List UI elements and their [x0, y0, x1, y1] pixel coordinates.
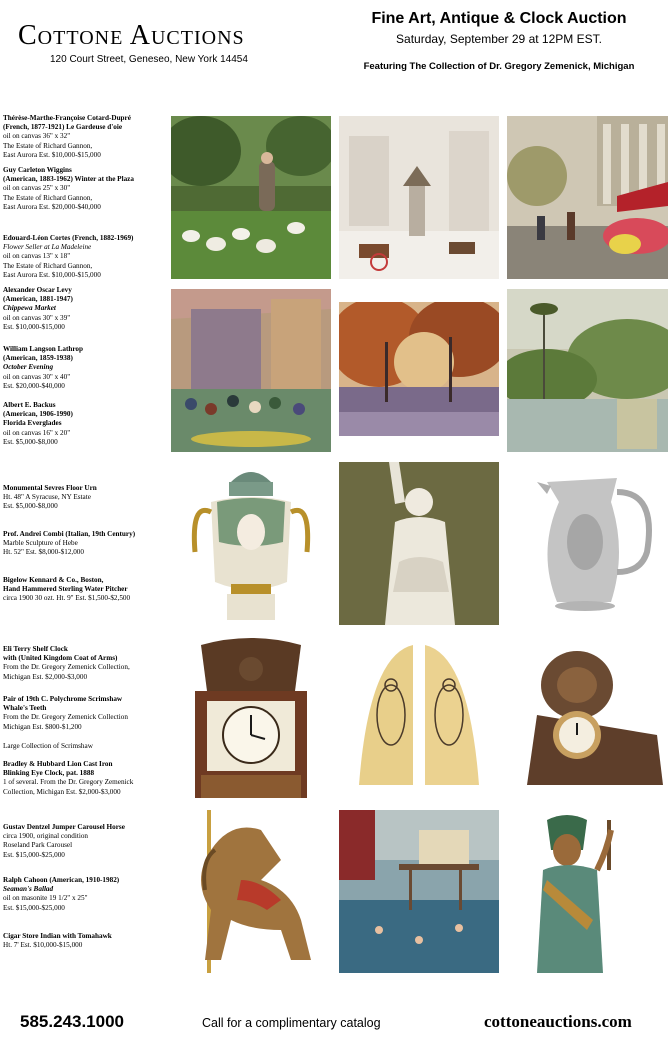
lot-description	[3, 114, 168, 160]
silver-pitcher-photo	[507, 462, 668, 625]
lot-line: Hand Hammered Sterling Water Pitcher	[3, 585, 128, 594]
lot-description	[3, 401, 168, 447]
lot-title: Thérèse-Marthe-Françoise Cotard-Dupré	[3, 114, 131, 122]
lot-line: From the Dr. Gregory Zemenick Collection,	[3, 663, 130, 672]
lot-line: oil on canvas 16" x 20"	[3, 428, 71, 437]
lot-line: oil on masonite 19 1/2" x 25"	[3, 894, 88, 903]
lot-line: East Aurora Est. $10,000-$15,000	[3, 150, 101, 159]
lot-line: East Aurora Est. $20,000-$40,000	[3, 202, 101, 211]
lot-description	[3, 645, 168, 682]
lot-description	[3, 760, 168, 797]
shelf-clock-photo	[171, 635, 331, 798]
lot-line: Whale's Teeth	[3, 704, 47, 713]
lot-title: Bigelow Kennard & Co., Boston,	[3, 576, 104, 584]
brand-name: Cottone Auctions	[18, 20, 245, 51]
lot-title: Bradley & Hubbard Lion Cast Iron	[3, 760, 113, 768]
lot-line: oil on canvas 25" x 30"	[3, 184, 71, 193]
lot-line: The Estate of Richard Gannon,	[3, 141, 93, 150]
chippewa-market-painting	[171, 289, 331, 452]
lot-line: oil on canvas 13" x 18"	[3, 252, 71, 261]
lot-line: Michigan Est. $2,000-$3,000	[3, 672, 88, 681]
lot-title: Cigar Store Indian with Tomahawk	[3, 932, 112, 940]
goose-girl-painting	[171, 116, 331, 279]
seamans-ballad-painting	[339, 810, 499, 973]
hebe-sculpture-photo	[339, 462, 499, 625]
lot-line: Est. $20,000-$40,000	[3, 381, 65, 390]
lot-line: East Aurora Est. $10,000-$15,000	[3, 270, 101, 279]
lot-line: Ht. 48" A Syracuse, NY Estate	[3, 493, 91, 502]
lot-line: Est. $15,000-$25,000	[3, 850, 65, 859]
lot-title: Pair of 19th C. Polychrome Scrimshaw	[3, 695, 123, 703]
lot-description	[3, 876, 168, 913]
lot-line: The Estate of Richard Gannon,	[3, 261, 93, 270]
lot-title: Monumental Sevres Floor Urn	[3, 484, 97, 492]
lot-line: Roseland Park Carousel	[3, 841, 73, 850]
lot-line: Michigan Est. $800-$1,200	[3, 722, 82, 731]
lot-line: From the Dr. Gregory Zemenick Collection	[3, 713, 128, 722]
auction-title: Fine Art, Antique & Clock Auction	[371, 10, 627, 27]
lot-title: William Langson Lathrop	[3, 345, 84, 353]
scrimshaw-teeth-photo	[339, 635, 499, 798]
lot-line: oil on canvas 30" x 39"	[3, 313, 71, 322]
auction-feature: Featuring The Collection of Dr. Gregory Zemenick, Michigan	[363, 61, 635, 72]
lot-line: Florida Everglades	[3, 419, 62, 428]
lot-description	[3, 932, 168, 950]
lot-line: Ht. 7' Est. $10,000-$15,000	[3, 941, 83, 950]
auction-date: Saturday, September 29 at 12PM EST.	[396, 32, 602, 46]
lot-title: Large Collection of Scrimshaw	[3, 742, 93, 750]
lot-line: oil on canvas 36" x 32"	[3, 132, 71, 141]
lot-line: with (United Kingdom Coat of Arms)	[3, 654, 118, 663]
lot-description	[3, 234, 168, 280]
lot-title: Alexander Oscar Levy	[3, 286, 72, 294]
auction-headline	[330, 10, 668, 72]
lot-title: Gustav Dentzel Jumper Carousel Horse	[3, 823, 125, 831]
lot-title: Albert E. Backus	[3, 401, 56, 409]
lot-line: Est. $5,000-$8,000	[3, 502, 58, 511]
sevres-urn-photo	[171, 462, 331, 625]
lot-line: (French, 1877-1921) Le Gardeuse d'oie	[3, 123, 123, 132]
cigar-store-indian-photo	[507, 810, 668, 973]
lot-title: Prof. Andrei Combi (Italian, 19th Century)	[3, 530, 136, 538]
brand-block	[18, 20, 293, 65]
lot-title: Guy Carleton Wiggins	[3, 166, 72, 174]
lot-line: (American, 1859-1938)	[3, 354, 73, 363]
lot-description	[3, 742, 168, 751]
flower-seller-painting	[507, 116, 668, 279]
footer-call-text: Call for a complimentary catalog	[202, 1016, 381, 1030]
lot-description	[3, 695, 168, 732]
lot-line: Seaman's Ballad	[3, 885, 54, 894]
october-evening-painting	[339, 302, 499, 436]
florida-everglades-painting	[507, 289, 668, 452]
lot-line: (American, 1881-1947)	[3, 295, 73, 304]
lot-line: Ht. 52" Est. $8,000-$12,000	[3, 548, 84, 557]
lot-title: Edouard-Léon Cortes (French, 1882-1969)	[3, 234, 134, 242]
lot-description	[3, 166, 168, 212]
lot-line: (American, 1883-1962) Winter at the Plaza	[3, 175, 134, 184]
footer-website[interactable]: cottoneauctions.com	[484, 1012, 632, 1031]
lot-line: October Evening	[3, 363, 54, 372]
lot-line: Blinking Eye Clock, pat. 1888	[3, 769, 95, 778]
lion-clock-photo	[507, 635, 668, 798]
lot-line: Collection, Michigan Est. $2,000-$3,000	[3, 787, 121, 796]
lot-title: Ralph Cahoon (American, 1910-1982)	[3, 876, 120, 884]
lot-description	[3, 345, 168, 391]
lot-line: Flower Seller at La Madeleine	[3, 243, 92, 252]
lot-line: The Estate of Richard Gannon,	[3, 193, 93, 202]
footer-phone[interactable]: 585.243.1000	[20, 1012, 124, 1031]
lot-line: Est. $10,000-$15,000	[3, 322, 65, 331]
brand-address: 120 Court Street, Geneseo, New York 14454	[50, 54, 248, 65]
lot-line: Chippewa Market	[3, 304, 56, 313]
lot-line: circa 1900 30 ozt. Ht. 9" Est. $1,500-$2,500	[3, 594, 131, 603]
lot-line: Marble Sculpture of Hebe	[3, 539, 78, 548]
winter-plaza-painting	[339, 116, 499, 279]
lot-description	[3, 286, 168, 332]
lot-line: Est. $5,000-$8,000	[3, 437, 58, 446]
lot-line: 1 of several. From the Dr. Gregory Zemenick	[3, 778, 134, 787]
lot-description	[3, 530, 168, 558]
lot-line: oil on canvas 30" x 40"	[3, 372, 71, 381]
lot-description	[3, 484, 168, 512]
carousel-horse-photo	[171, 810, 331, 973]
footer	[0, 1008, 668, 1038]
lot-description	[3, 823, 168, 860]
lot-title: Eli Terry Shelf Clock	[3, 645, 68, 653]
lot-line: circa 1900, original condition	[3, 832, 89, 841]
lot-line: (American, 1906-1990)	[3, 410, 73, 419]
lot-description	[3, 576, 168, 604]
lot-line: Est. $15,000-$25,000	[3, 903, 65, 912]
